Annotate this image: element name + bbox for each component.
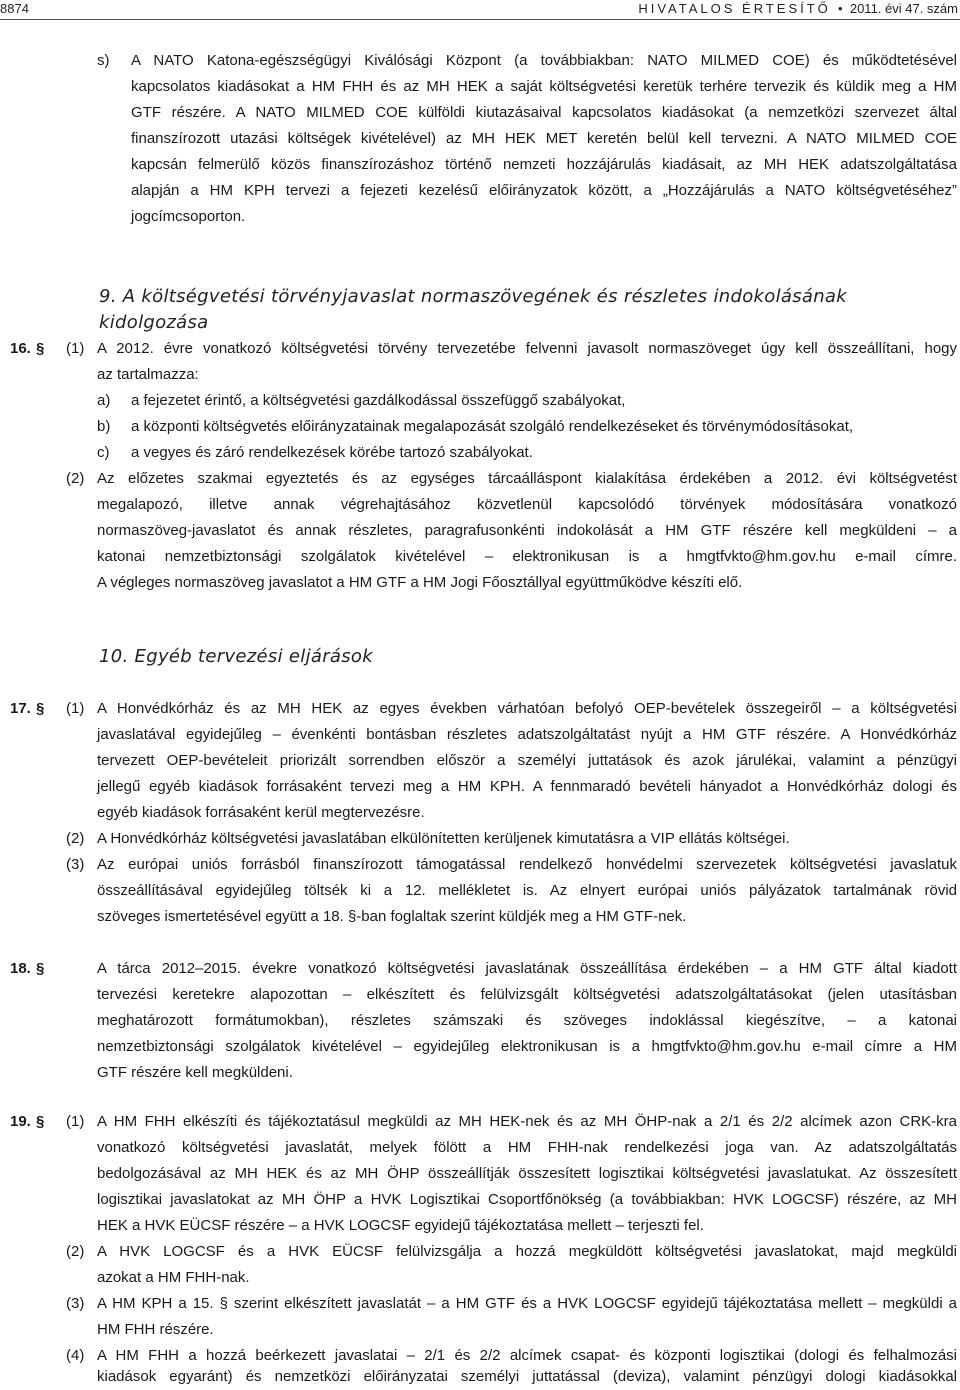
paragraph-line: vonatkozó költségvetési javaslatát, melyek fölött a HM FHH-nak rendelkezési joga van. Az adatszolgáltatás [97, 1139, 957, 1156]
section-s-line: GTF részére. A NATO MILMED COE külföldi kiutazásaival kapcsolatos kiadásokat (a nemzetközi szervezet által [131, 104, 957, 121]
subsection-label: (1) [66, 1113, 85, 1130]
paragraph-line: A HM FHH elkészíti és tájékoztatásul megküldi az MH HEK-nek és az MH ÖHP-nak a 2/1 és 2/2 alcímek azon CRK-kra [97, 1113, 957, 1130]
paragraph-line: normaszöveg-javaslatot és annak részletes, paragrafusonkénti indokolását a HM GTF részére kell megküldeni – a [97, 522, 957, 539]
paragraph-line: A Honvédkórház és az MH HEK az egyes években várhatóan befolyó OEP-bevételek összegeiről – a költségvetési [97, 700, 957, 717]
section-sign: § [36, 700, 45, 717]
paragraph-line: összeállításával egyidejűleg töltsék ki a 12. mellékletet is. Az elnyert európai uniós pályázatok tartalmának rövid [97, 882, 957, 899]
paragraph-line: logisztikai javaslatokat az MH ÖHP a HVK Logisztikai Csoportfőnökség (a továbbiakban: HVK LOGCSF) részére, az MH [97, 1191, 957, 1208]
paragraph-line: tervezési keretekre alapozottan – elkészített és felülvizsgált költségvetési adatszolgáltatásokat (jelen utasításban [97, 986, 957, 1003]
paragraph-line: A HVK LOGCSF és a HVK EÜCSF felülvizsgálja a hozzá megküldött költségvetési javaslatokat, majd megküldi [97, 1243, 957, 1260]
list-item-label: c) [97, 444, 110, 461]
paragraph-line: HM FHH részére. [97, 1321, 214, 1338]
section-sign: § [36, 340, 45, 357]
paragraph-line: egyéb kiadások forrásaként kerül megtervezésre. [97, 804, 425, 821]
publication-title [638, 1, 958, 16]
subsection-label: (2) [66, 830, 85, 847]
paragraph-line: A 2012. évre vonatkozó költségvetési törvény tervezetébe felvenni javasolt normaszöveget úgy kell összeállítani, hogy [97, 340, 957, 357]
paragraph-line: HEK a HVK EÜCSF részére – a HVK LOGCSF egyidejű tájékoztatása mellett – terjeszti fel. [97, 1217, 704, 1234]
paragraph-line: megalapozó, illetve annak végrehajtásához közvetlenül kapcsolódó törvények módosítására vonatkozó [97, 496, 957, 513]
subsection-label: (3) [66, 856, 85, 873]
paragraph-line: azokat a HM FHH-nak. [97, 1269, 250, 1286]
paragraph-line: GTF részére kell megküldeni. [97, 1064, 293, 1081]
paragraph-line: az tartalmazza: [97, 366, 199, 383]
section-s-line: jogcímcsoporton. [131, 208, 246, 225]
list-item-label: a) [97, 392, 111, 409]
section-sign: § [36, 1113, 45, 1130]
paragraph-line: katonai nemzetbiztonsági szolgálatok kivételével – elektronikusan is a hmgtfvkto@hm.gov.hu e-mail címre. [97, 548, 957, 565]
paragraph-line: A tárca 2012–2015. évekre vonatkozó költségvetési javaslatának összeállítása érdekében – a HM GTF által kiadott [97, 960, 957, 977]
paragraph-line: A HM KPH a 15. § szerint elkészített javaslatát – a HM GTF és a HVK LOGCSF egyidejű tájékoztatása mellett – megküldi a [97, 1295, 957, 1312]
paragraph-line: bedolgozásával az MH HEK és az MH ÖHP összeállítják összesített logisztikai költségvetési javaslatukat. Az összesített [97, 1165, 957, 1182]
paragraph-line: jellegű egyéb kiadások forrásaként tervezi meg a HM KPH. A fennmaradó bevételi hányadot a Honvédkórház dologi és [97, 778, 957, 795]
paragraph-line: Az előzetes szakmai egyeztetés és az egységes tárcaálláspont kialakítása érdekében a 2012. évi költségvetést [97, 470, 957, 487]
paragraph-line: javaslatával egyidejűleg – évenkénti bontásban részletes adatszolgáltatást nyújt a HM GTF részére. A Honvédkórház [97, 726, 957, 743]
item-label: s) [97, 52, 110, 69]
subsection-label: (4) [66, 1347, 85, 1364]
header-rule [0, 19, 960, 20]
list-item: a vegyes és záró rendelkezések körébe tartozó szabályokat. [131, 444, 533, 461]
paragraph-line: meghatározott formátumokban), részletes számszaki és szöveges indoklással kiegészítve, – a katonai [97, 1012, 957, 1029]
subsection-label: (3) [66, 1295, 85, 1312]
list-item-label: b) [97, 418, 111, 435]
paragraph-number: 18. [10, 960, 31, 977]
separator-dot: • [838, 1, 843, 16]
list-item: a fejezetet érintő, a költségvetési gazdálkodással összefüggő szabályokat, [131, 392, 626, 409]
subsection-label: (2) [66, 470, 85, 487]
publication-name: HIVATALOS ÉRTESÍTŐ [638, 1, 831, 16]
paragraph-number: 16. [10, 340, 31, 357]
paragraph-number: 19. [10, 1113, 31, 1130]
section-s-line: A NATO Katona-egészségügyi Kiválósági Központ (a továbbiakban: NATO MILMED COE) és működtetésével [131, 52, 957, 69]
subsection-label: (1) [66, 340, 85, 357]
list-item: a központi költségvetés előirányzatainak megalapozását szolgáló rendelkezéseket és törvénymódosításokat, [131, 418, 854, 435]
paragraph-line: A végleges normaszöveg javaslatot a HM GTF a HM Jogi Főosztállyal együttműködve készíti elő. [97, 574, 743, 591]
paragraph-line: A HM FHH a hozzá beérkezett javaslatai – 2/1 és 2/2 alcímek csapat- és központi logisztikai (dologi és felhalmozási [97, 1347, 957, 1364]
paragraph-number: 17. [10, 700, 31, 717]
paragraph-line: nemzetbiztonsági szolgálatok kivételével – egyidejűleg elektronikusan is a hmgtfvkto@hm.gov.hu e-mail címre a HM [97, 1038, 957, 1055]
paragraph-line: kiadások egyaránt) és nemzetközi előirányzatai személyi juttatással (deviza), valamint pénzügyi dologi kiadásokkal [97, 1368, 957, 1385]
page-number: 8874 [0, 1, 29, 16]
paragraph-line: szöveges ismertetésével együtt a 18. §-ban foglaltak szerint küldjék meg a HM GTF-nek. [97, 908, 687, 925]
section-sign: § [36, 960, 45, 977]
subsection-label: (1) [66, 700, 85, 717]
section-heading-10: 10. Egyéb tervezési eljárások [99, 646, 373, 667]
section-s-line: alapján a HM KPH tervezi a fejezeti kezelésű előirányzatok között, a „Hozzájárulás a NATO költségvetéséhez” [131, 182, 957, 199]
section-heading-9: 9. A költségvetési törvényjavaslat normaszövegének és részletes indokolásának kidolgozása [99, 286, 847, 333]
issue-number: 2011. évi 47. szám [849, 1, 958, 16]
running-header [0, 0, 960, 22]
section-s-line: kapcsán felmerülő közös finanszírozáshoz történő nemzeti hozzájárulás kiadásait, az MH HEK adatszolgáltatása [131, 156, 957, 173]
paragraph-line: Az európai uniós forrásból finanszírozott támogatással rendelkező honvédelmi szervezetek költségvetési javaslatuk [97, 856, 957, 873]
paragraph-line: A Honvédkórház költségvetési javaslatában elkülönítetten kerüljenek kimutatásra a VIP ellátás költségei. [97, 830, 790, 847]
subsection-label: (2) [66, 1243, 85, 1260]
paragraph-line: tervezett OEP-bevételeit priorizált sorrendben először a személyi juttatások és azok járulékai, valamint a pénzügyi [97, 752, 957, 769]
section-s-line: finanszírozott utazási költségek kivételével) az MH HEK MET keretén belül kell tervezni. A NATO MILMED COE [131, 130, 957, 147]
section-s-line: kapcsolatos kiadásokat a HM FHH és az MH HEK a saját költségvetési keretük terhére tervezik és küldik meg a HM [131, 78, 957, 95]
